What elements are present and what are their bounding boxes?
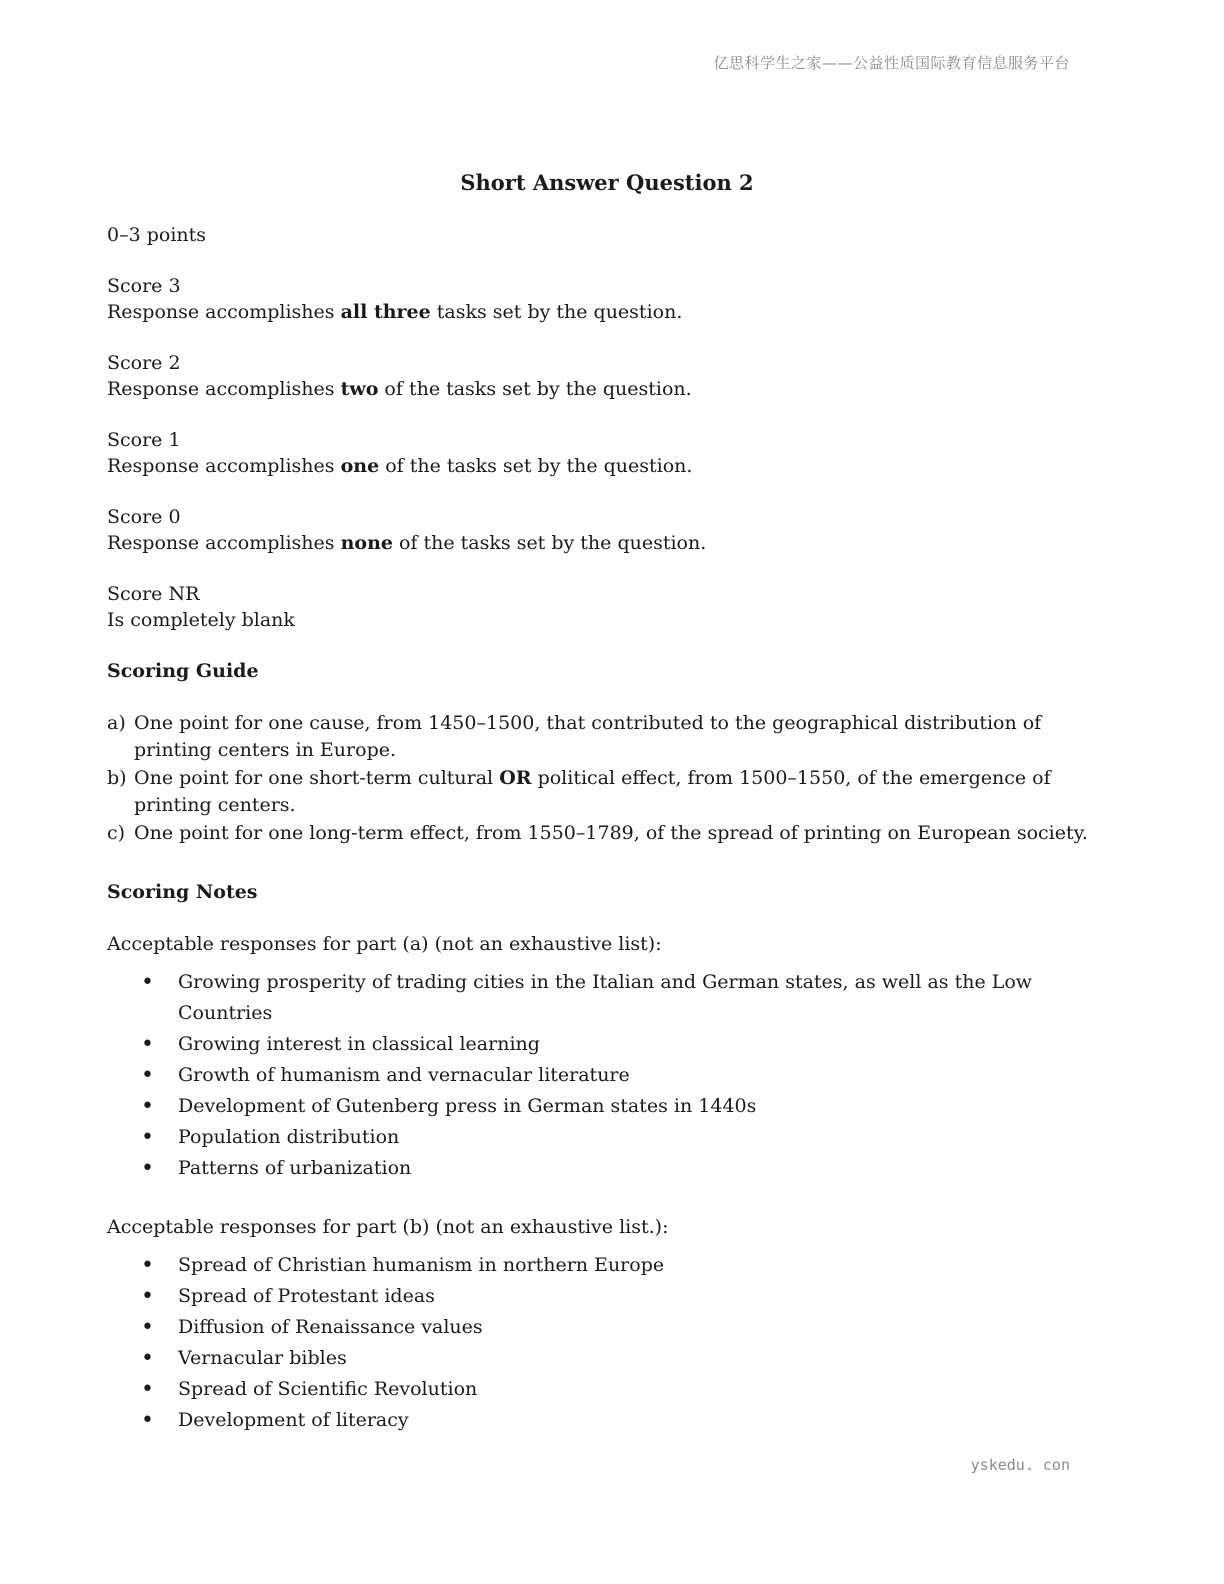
points-range: 0–3 points <box>107 224 207 246</box>
score-2 <box>107 350 1107 402</box>
score-label: Score 1 <box>107 429 181 451</box>
score-description: Response accomplishes two of the tasks set by the question. <box>107 378 692 400</box>
list-item: • Spread of Scientific Revolution <box>107 1374 1107 1405</box>
score-label: Score 3 <box>107 275 181 297</box>
score-nr <box>107 581 1107 633</box>
list-item: • Development of literacy <box>107 1405 1107 1436</box>
scoring-guide-list <box>107 710 1107 847</box>
list-item: • Growing prosperity of trading cities in the Italian and German states, as well as the Low Countries <box>107 967 1107 1029</box>
list-item: • Patterns of urbanization <box>107 1153 1107 1184</box>
list-item: • Diffusion of Renaissance values <box>107 1312 1107 1343</box>
list-item: • Vernacular bibles <box>107 1343 1107 1374</box>
part-b-list <box>107 1250 1107 1436</box>
score-label: Score NR <box>107 583 200 605</box>
score-label: Score 0 <box>107 506 181 528</box>
list-item: • Population distribution <box>107 1122 1107 1153</box>
part-b-intro: Acceptable responses for part (b) (not an exhaustive list.): <box>107 1216 669 1238</box>
guide-item-b: b) One point for one short-term cultural OR political effect, from 1500–1550, of the emergence of printing centers. <box>107 767 1051 816</box>
score-description: Is completely blank <box>107 609 295 631</box>
score-3 <box>107 273 1107 325</box>
part-a-list <box>107 967 1107 1184</box>
list-item: • Growing interest in classical learning <box>107 1029 1107 1060</box>
scoring-notes-heading: Scoring Notes <box>107 881 258 903</box>
score-description: Response accomplishes one of the tasks set by the question. <box>107 455 693 477</box>
document-content <box>107 170 1107 1466</box>
list-item: • Growth of humanism and vernacular literature <box>107 1060 1107 1091</box>
score-1 <box>107 427 1107 479</box>
list-item: • Spread of Christian humanism in northern Europe <box>107 1250 1107 1281</box>
footer-watermark: yskedu. con <box>970 1456 1070 1474</box>
score-label: Score 2 <box>107 352 181 374</box>
guide-item-a: a) One point for one cause, from 1450–1500, that contributed to the geographical distribution of printing centers in Europe. <box>107 712 1042 761</box>
score-0 <box>107 504 1107 556</box>
scoring-guide-heading: Scoring Guide <box>107 660 259 682</box>
page-title: Short Answer Question 2 <box>460 170 754 195</box>
header-watermark: 亿思科学生之家——公益性质国际教育信息服务平台 <box>713 54 1070 72</box>
guide-item-c: c) One point for one long-term effect, from 1550–1789, of the spread of printing on European society. <box>107 822 1088 844</box>
score-description: Response accomplishes none of the tasks set by the question. <box>107 532 707 554</box>
list-item: • Development of Gutenberg press in German states in 1440s <box>107 1091 1107 1122</box>
list-item: • Spread of Protestant ideas <box>107 1281 1107 1312</box>
part-a-intro: Acceptable responses for part (a) (not an exhaustive list): <box>107 933 662 955</box>
score-description: Response accomplishes all three tasks set by the question. <box>107 301 683 323</box>
